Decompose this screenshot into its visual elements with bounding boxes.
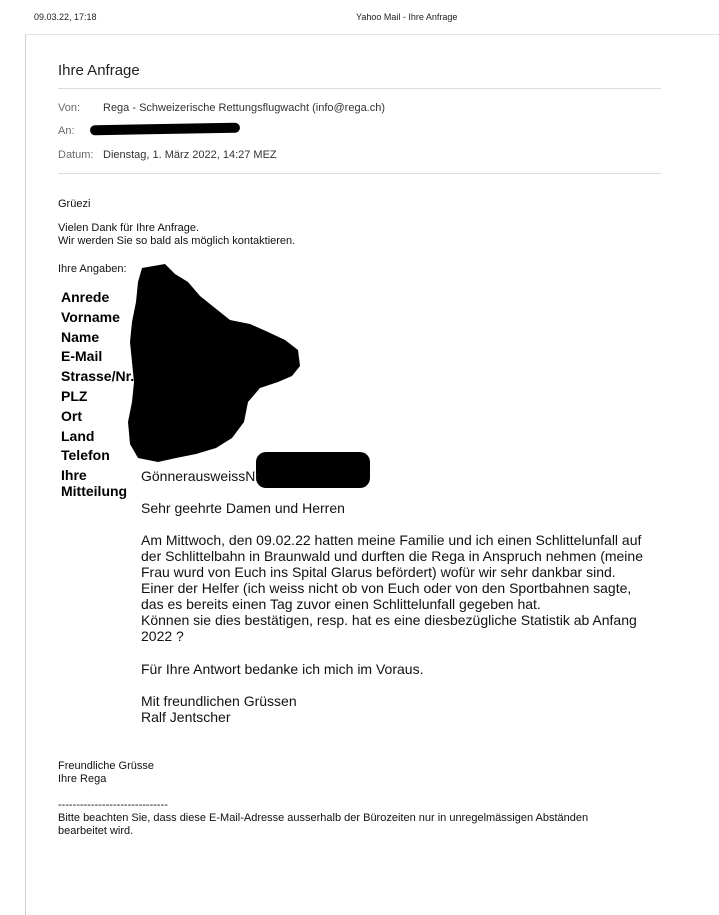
field-label: Vorname xyxy=(61,309,120,325)
thanks-line-1: Vielen Dank für Ihre Anfrage. xyxy=(58,222,200,234)
print-timestamp: 09.03.22, 17:18 xyxy=(34,12,97,22)
message-line: Können sie dies bestätigen, resp. hat es eine diesbezügliche Statistik ab Anfang xyxy=(141,612,637,628)
print-header xyxy=(0,12,719,26)
date-label: Datum: xyxy=(58,149,94,161)
details-heading: Ihre Angaben: xyxy=(58,263,127,275)
footer-sender: Ihre Rega xyxy=(58,773,107,785)
field-label: Ort xyxy=(61,408,82,424)
footer-separator: ------------------------------ xyxy=(58,799,168,811)
message-line: 2022 ? xyxy=(141,628,184,644)
field-label: E-Mail xyxy=(61,348,103,364)
message-line: das es bereits einen Tag zuvor einen Schlittelunfall gegeben hat. xyxy=(141,596,541,612)
email-sheet xyxy=(25,34,719,915)
from-value: Rega - Schweizerische Rettungsflugwacht (info@rega.ch) xyxy=(103,102,386,114)
field-label: Name xyxy=(61,329,100,345)
field-label: Strasse/Nr. xyxy=(61,368,135,384)
email-subject: Ihre Anfrage xyxy=(58,62,140,79)
message-closing: Mit freundlichen Grüssen xyxy=(141,693,297,709)
date-value: Dienstag, 1. März 2022, 14:27 MEZ xyxy=(103,149,277,161)
field-label: Ihre xyxy=(61,467,87,483)
to-row xyxy=(58,125,75,137)
footer-notice: bearbeitet wird. xyxy=(58,825,134,837)
field-label: Land xyxy=(61,428,95,444)
message-thanks: Für Ihre Antwort bedanke ich mich im Voraus. xyxy=(141,661,424,677)
message-salutation: Sehr geehrte Damen und Herren xyxy=(141,500,345,516)
field-label: PLZ xyxy=(61,388,88,404)
redaction-values xyxy=(120,262,310,472)
field-label: Anrede xyxy=(61,289,110,305)
field-label: Telefon xyxy=(61,447,110,463)
field-label: Mitteilung xyxy=(61,483,128,499)
message-line: der Schlittelbahn in Braunwald und durften die Rega in Anspruch nehmen (meine xyxy=(141,548,643,564)
from-row xyxy=(58,102,386,114)
divider xyxy=(58,173,661,174)
message-first-line: GönnerausweissNr xyxy=(141,468,261,484)
footer-closing: Freundliche Grüsse xyxy=(58,760,154,772)
thanks-line-2: Wir werden Sie so bald als möglich kontaktieren. xyxy=(58,235,296,247)
message-signature: Ralf Jentscher xyxy=(141,709,231,725)
message-line: Einer der Helfer (ich weiss nicht ob von Euch oder von den Sportbahnen sagte, xyxy=(141,580,632,596)
print-title: Yahoo Mail - Ihre Anfrage xyxy=(356,12,458,22)
divider xyxy=(58,88,661,89)
from-label: Von: xyxy=(58,102,81,114)
greeting: Grüezi xyxy=(58,198,91,210)
to-label: An: xyxy=(58,125,75,137)
redaction-membership xyxy=(256,452,370,488)
message-line: Frau wurd von Euch ins Spital Glarus befördert) wofür wir sehr dankbar sind. xyxy=(141,564,616,580)
message-line: Am Mittwoch, den 09.02.22 hatten meine Familie und ich einen Schlittelunfall auf xyxy=(141,532,642,548)
date-row xyxy=(58,149,277,161)
footer-notice: Bitte beachten Sie, dass diese E-Mail-Adresse ausserhalb der Bürozeiten nur in unregelmässigen Abständen xyxy=(58,812,589,824)
